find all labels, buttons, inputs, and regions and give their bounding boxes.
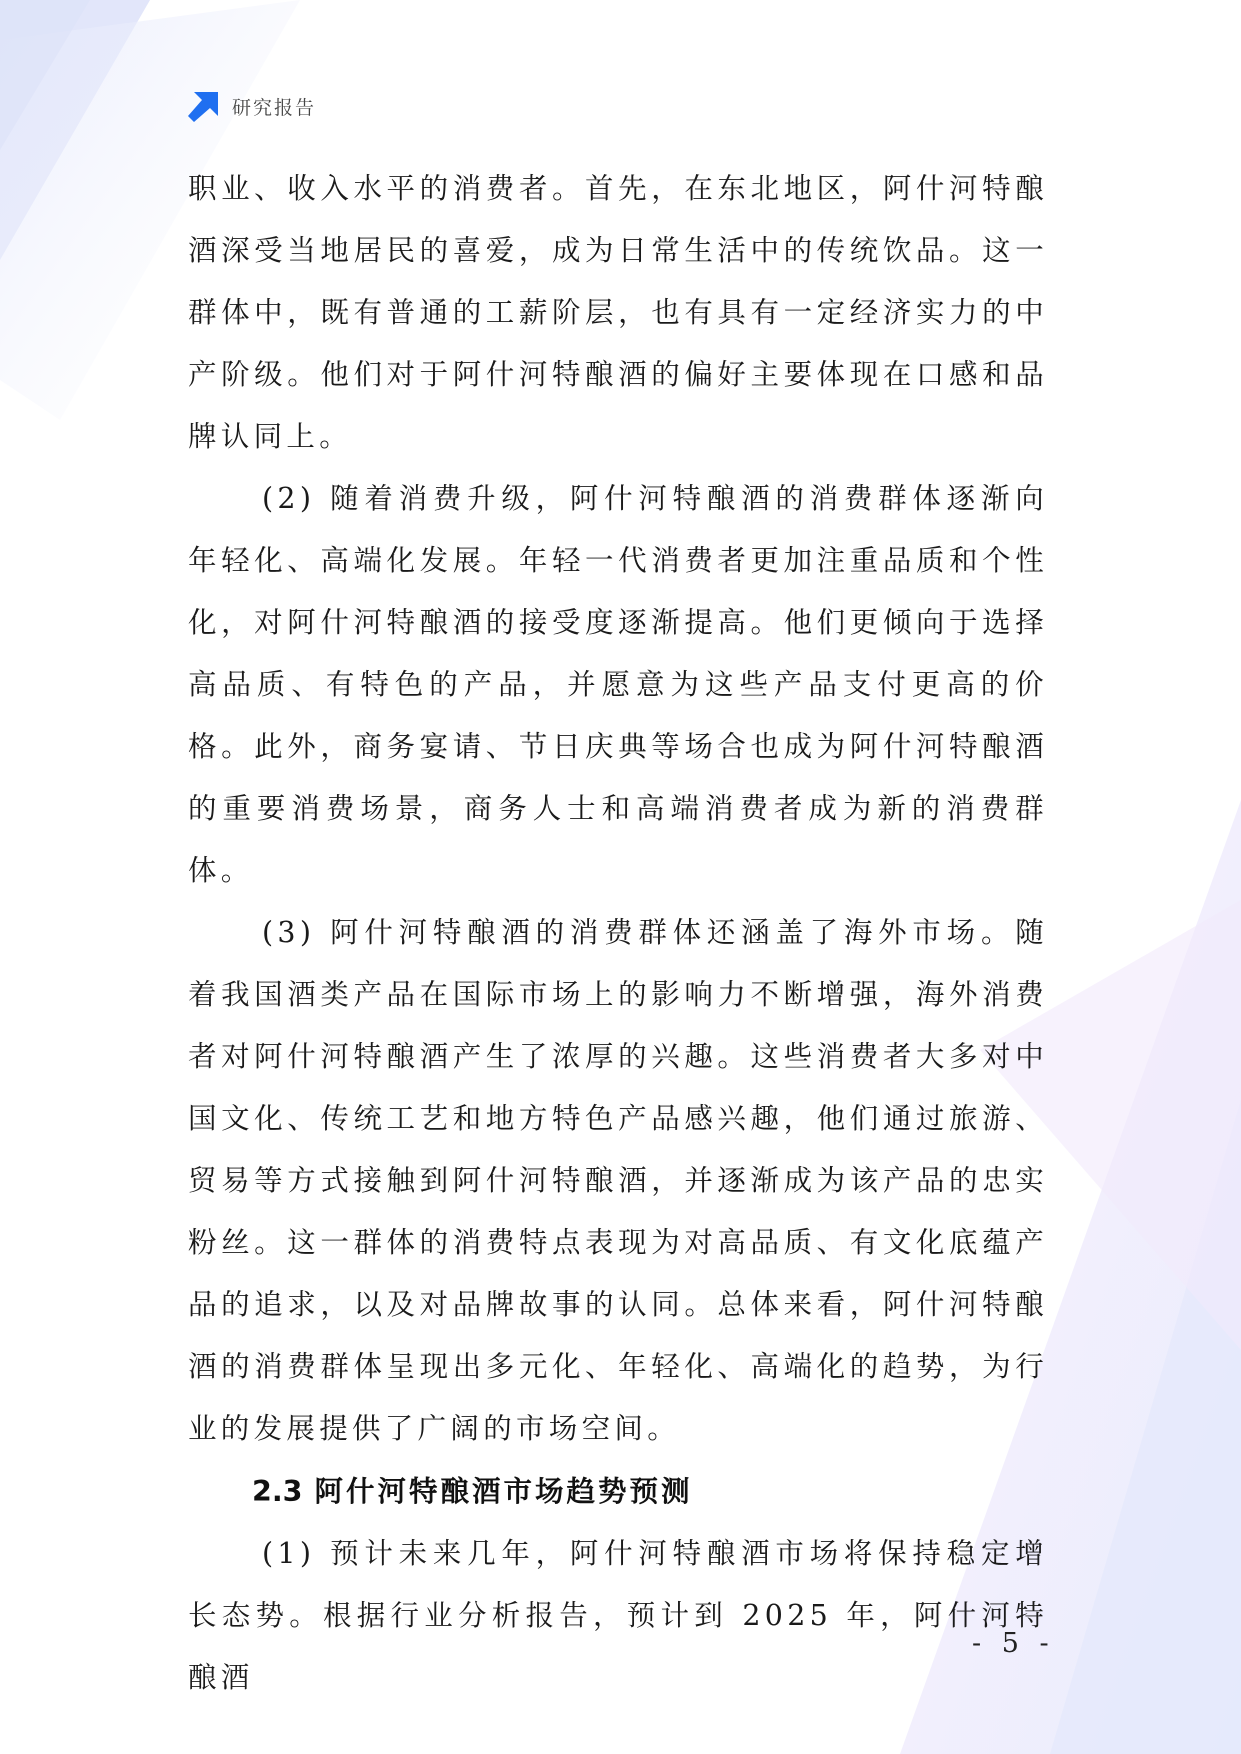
paragraph-continuation: 职业、收入水平的消费者。首先，在东北地区，阿什河特酿酒深受当地居民的喜爱，成为日常生活中的传统饮品。这一群体中，既有普通的工薪阶层，也有具有一定经济实力的中产阶级。他们对于阿什河特酿酒的偏好主要体现在口感和品牌认同上。	[188, 172, 1048, 453]
header-title: 研究报告	[232, 96, 317, 119]
paragraph-trend-1: (1) 预计未来几年，阿什河特酿酒市场将保持稳定增长态势。根据行业分析报告，预计到 2025 年，阿什河特酿酒	[188, 1537, 1048, 1694]
report-header	[188, 88, 316, 124]
paragraph-point-3: (3) 阿什河特酿酒的消费群体还涵盖了海外市场。随着我国酒类产品在国际市场上的影响力不断增强，海外消费者对阿什河特酿酒产生了浓厚的兴趣。这些消费者大多对中国文化、传统工艺和地方特色产品感兴趣，他们通过旅游、贸易等方式接触到阿什河特酿酒，并逐渐成为该产品的忠实粉丝。这一群体的消费特点表现为对高品质、有文化底蕴产品的追求，以及对品牌故事的认同。总体来看，阿什河特酿酒的消费群体呈现出多元化、年轻化、高端化的趋势，为行业的发展提供了广阔的市场空间。	[188, 916, 1048, 1445]
section-title: 阿什河特酿酒市场趋势预测	[314, 1474, 693, 1508]
document-body	[188, 158, 1048, 1709]
arrow-up-right-logo-icon	[188, 90, 220, 122]
paragraph-point-2: (2) 随着消费升级，阿什河特酿酒的消费群体逐渐向年轻化、高端化发展。年轻一代消费者更加注重品质和个性化，对阿什河特酿酒的接受度逐渐提高。他们更倾向于选择高品质、有特色的产品，并愿意为这些产品支付更高的价格。此外，商务宴请、节日庆典等场合也成为阿什河特酿酒的重要消费场景，商务人士和高端消费者成为新的消费群体。	[188, 482, 1048, 887]
page-number: - 5 -	[972, 1628, 1055, 1659]
section-heading	[188, 1460, 1048, 1523]
section-number: 2.3	[252, 1475, 303, 1508]
